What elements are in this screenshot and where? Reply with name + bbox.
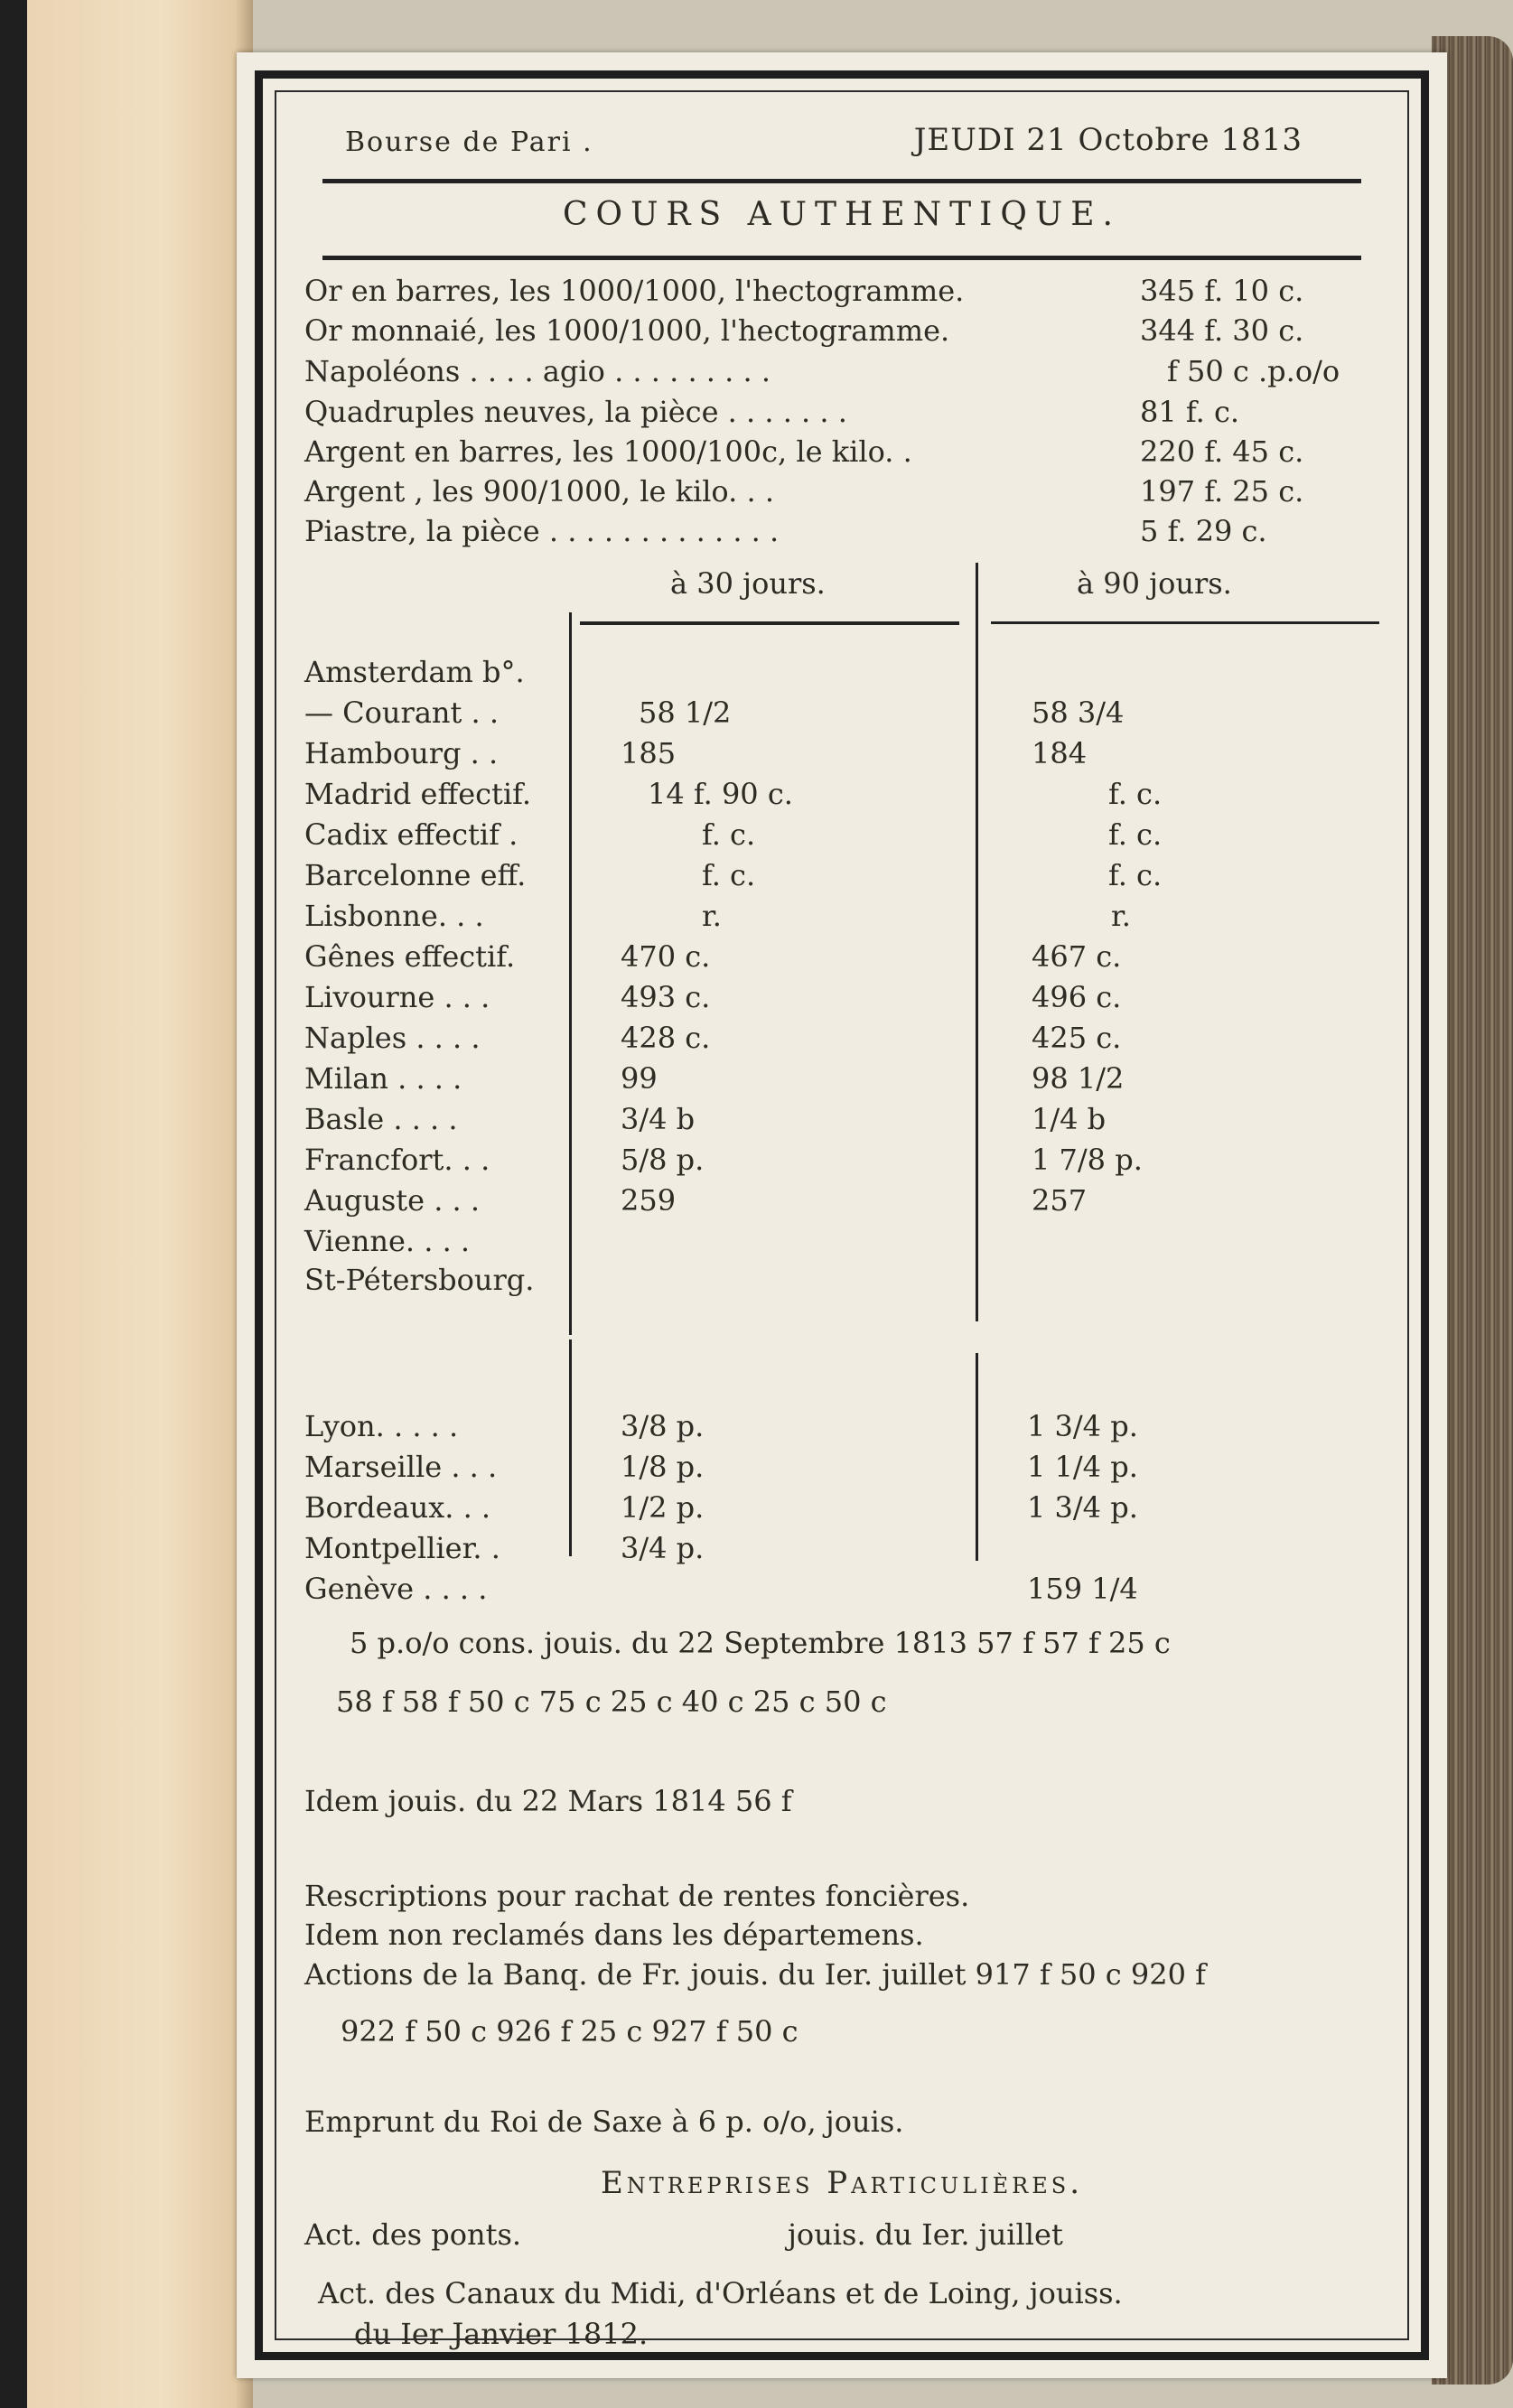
metal-value: 5 f. 29 c. bbox=[1140, 514, 1267, 548]
table-row-30: 493 c. bbox=[621, 980, 711, 1014]
ponts-label: Act. des ponts. bbox=[304, 2217, 522, 2252]
column-header-30: à 30 jours. bbox=[670, 566, 826, 601]
table-row-90: r. bbox=[1111, 899, 1131, 933]
table-row-30: f. c. bbox=[702, 817, 756, 852]
table-row-place: — Courant . . bbox=[304, 695, 500, 730]
metal-value: 345 f. 10 c. bbox=[1140, 274, 1304, 308]
table-row-30: r. bbox=[702, 899, 722, 933]
table-row-30: 3/4 p. bbox=[621, 1531, 705, 1565]
table-row-90: 425 c. bbox=[1032, 1021, 1122, 1055]
table-row-place: Naples . . . . bbox=[304, 1021, 481, 1055]
table-row-place: Lyon. . . . . bbox=[304, 1409, 459, 1443]
metal-label: Piastre, la pièce . . . . . . . . . . . . . bbox=[304, 514, 780, 548]
header-left: Bourse de Pari . bbox=[345, 126, 593, 158]
table-row-place: St-Pétersbourg. bbox=[304, 1263, 535, 1297]
table-middle-rule bbox=[976, 563, 978, 1321]
table-row-90: f. c. bbox=[1108, 858, 1163, 892]
table-row-30: 14 f. 90 c. bbox=[648, 777, 793, 811]
metal-label: Or monnaié, les 1000/1000, l'hectogramme. bbox=[304, 313, 950, 348]
header-date: JEUDI 21 Octobre 1813 bbox=[913, 122, 1303, 158]
metal-label: Argent , les 900/1000, le kilo. . . bbox=[304, 474, 774, 509]
ponts-value: jouis. du Ier. juillet bbox=[788, 2217, 1063, 2252]
table-row-90: 1 3/4 p. bbox=[1027, 1490, 1138, 1525]
section-heading: Entreprises Particulières. bbox=[600, 2165, 1084, 2201]
table-row-place: Cadix effectif . bbox=[304, 817, 518, 852]
table-row-90: 1 7/8 p. bbox=[1032, 1143, 1143, 1177]
table-row-place: Francfort. . . bbox=[304, 1143, 490, 1177]
rentes-line: Idem jouis. du 22 Mars 1814 56 f bbox=[304, 1784, 792, 1818]
metal-label: Argent en barres, les 1000/100c, le kilo. . bbox=[304, 434, 912, 469]
table-row-place: Madrid effectif. bbox=[304, 777, 532, 811]
table-row-place: Auguste . . . bbox=[304, 1183, 481, 1218]
page-subtitle: COURS AUTHENTIQUE. bbox=[563, 196, 1121, 233]
metal-value: 81 f. c. bbox=[1140, 395, 1240, 429]
metal-value: 197 f. 25 c. bbox=[1140, 474, 1304, 509]
metal-label: Napoléons . . . . agio . . . . . . . . . bbox=[304, 354, 771, 388]
metal-label: Quadruples neuves, la pièce . . . . . . . bbox=[304, 395, 847, 429]
metal-value: 344 f. 30 c. bbox=[1140, 313, 1304, 348]
valeur-line: Actions de la Banq. de Fr. jouis. du Ier. juillet 917 f 50 c 920 f bbox=[304, 1957, 1206, 1992]
table-row-place: Barcelonne eff. bbox=[304, 858, 527, 892]
table-row-90: 184 bbox=[1032, 736, 1088, 770]
domestic-middle-rule bbox=[976, 1353, 978, 1561]
table-row-90: 1 3/4 p. bbox=[1027, 1409, 1138, 1443]
canaux-line: du Ier Janvier 1812. bbox=[354, 2317, 649, 2351]
table-row-30: 58 1/2 bbox=[639, 695, 732, 730]
flyleaf bbox=[27, 0, 253, 2408]
valeur-line: Idem non reclamés dans les départemens. bbox=[304, 1918, 924, 1952]
table-row-place: Genève . . . . bbox=[304, 1572, 488, 1606]
column-header-90: à 90 jours. bbox=[1077, 566, 1232, 601]
table-row-place: Vienne. . . . bbox=[304, 1224, 471, 1258]
canaux-line: Act. des Canaux du Midi, d'Orléans et de Loing, jouiss. bbox=[318, 2276, 1123, 2310]
document-page bbox=[237, 52, 1447, 2378]
table-left-rule bbox=[569, 612, 572, 1335]
table-row-place: Bordeaux. . . bbox=[304, 1490, 491, 1525]
subtitle-rule bbox=[322, 256, 1361, 260]
table-row-place: Marseille . . . bbox=[304, 1450, 498, 1484]
table-row-30: 99 bbox=[621, 1061, 658, 1096]
rentes-line: 5 p.o/o cons. jouis. du 22 Septembre 1813 57 f 57 f 25 c bbox=[350, 1626, 1171, 1660]
table-row-90: 257 bbox=[1032, 1183, 1088, 1218]
col30-rule bbox=[580, 621, 959, 625]
table-row-30: 428 c. bbox=[621, 1021, 711, 1055]
col90-rule bbox=[991, 621, 1379, 624]
table-row-place: Basle . . . . bbox=[304, 1102, 458, 1136]
table-row-30: f. c. bbox=[702, 858, 756, 892]
metal-value: 220 f. 45 c. bbox=[1140, 434, 1304, 469]
emprunt-line: Emprunt du Roi de Saxe à 6 p. o/o, jouis. bbox=[304, 2105, 904, 2139]
metal-label: Or en barres, les 1000/1000, l'hectogramme. bbox=[304, 274, 965, 308]
domestic-left-rule bbox=[569, 1339, 572, 1556]
table-row-90: 98 1/2 bbox=[1032, 1061, 1125, 1096]
table-row-30: 1/2 p. bbox=[621, 1490, 705, 1525]
table-row-90: 58 3/4 bbox=[1032, 695, 1125, 730]
table-row-90: 159 1/4 bbox=[1027, 1572, 1138, 1606]
table-row-30: 1/8 p. bbox=[621, 1450, 705, 1484]
rentes-line: 58 f 58 f 50 c 75 c 25 c 40 c 25 c 50 c bbox=[336, 1685, 887, 1719]
table-row-place: Gênes effectif. bbox=[304, 939, 516, 974]
valeur-line: 922 f 50 c 926 f 25 c 927 f 50 c bbox=[341, 2014, 799, 2049]
table-row-place: Livourne . . . bbox=[304, 980, 490, 1014]
table-row-90: 496 c. bbox=[1032, 980, 1122, 1014]
table-row-30: 185 bbox=[621, 736, 677, 770]
table-row-place: Amsterdam b°. bbox=[304, 655, 525, 689]
table-row-30: 470 c. bbox=[621, 939, 711, 974]
table-row-place: Hambourg . . bbox=[304, 736, 499, 770]
table-row-30: 3/8 p. bbox=[621, 1409, 705, 1443]
table-row-30: 5/8 p. bbox=[621, 1143, 705, 1177]
table-row-90: 1/4 b bbox=[1032, 1102, 1107, 1136]
table-row-90: f. c. bbox=[1108, 777, 1163, 811]
page-content bbox=[237, 52, 1447, 2378]
metal-value: f 50 c .p.o/o bbox=[1167, 354, 1340, 388]
header-rule bbox=[322, 179, 1361, 183]
table-row-30: 3/4 b bbox=[621, 1102, 696, 1136]
table-row-90: 467 c. bbox=[1032, 939, 1122, 974]
table-row-90: f. c. bbox=[1108, 817, 1163, 852]
table-row-place: Milan . . . . bbox=[304, 1061, 462, 1096]
table-row-place: Montpellier. . bbox=[304, 1531, 500, 1565]
table-row-30: 259 bbox=[621, 1183, 677, 1218]
table-row-90: 1 1/4 p. bbox=[1027, 1450, 1138, 1484]
shelf-edge bbox=[0, 0, 27, 2408]
valeur-line: Rescriptions pour rachat de rentes foncières. bbox=[304, 1879, 970, 1913]
table-row-place: Lisbonne. . . bbox=[304, 899, 484, 933]
